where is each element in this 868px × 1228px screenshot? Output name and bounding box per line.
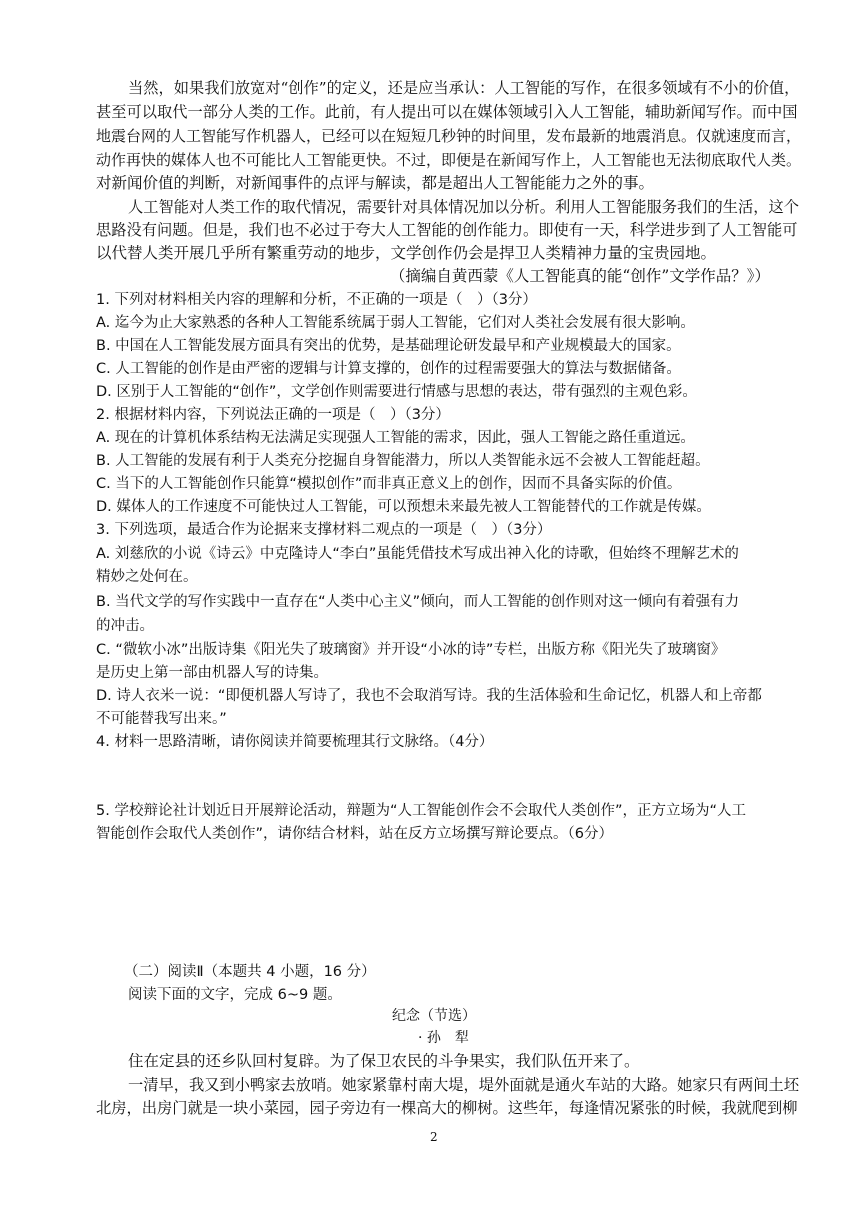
question-option: 精妙之处何在。 [96,569,198,585]
question-option: B. 人工智能的发展有利于人类充分挖掘自身智能潜力，所以人类智能永远不会被人工智能赶超。 [96,453,710,469]
story-author: · 孙 犁 [418,1030,469,1046]
question-option: 不可能替我写出来。” [96,711,227,727]
question-stem: 4. 材料一思路清晰，请你阅读并简要梳理其行文脉络。（4分） [96,734,494,750]
question-option: C. 当下的人工智能创作只能算“模拟创作”而非真正意义上的创作，因而不具备实际的价值。 [96,476,682,492]
question-option: D. 诗人衣米一说：“即便机器人写诗了，我也不会取消写诗。我的生活体验和生命记忆，机器人和上帝都 [96,688,762,704]
article-line: 地震台网的人工智能写作机器人，已经可以在短短几秒钟的时间里，发布最新的地震消息。仅就速度而言， [96,127,802,145]
article-source: （摘编自黄西蒙《人工智能真的能“创作”文学作品？》） [389,267,770,285]
question-option: D. 区别于人工智能的“创作”，文学创作则需要进行情感与思想的表达，带有强烈的主观色彩。 [96,384,697,400]
question-option: 的冲击。 [96,618,154,634]
question-option: C. 人工智能的创作是由严密的逻辑与计算支撑的，创作的过程需要强大的算法与数据储备。 [96,361,681,377]
article-line: 对新闻价值的判断，对新闻事件的点评与解读，都是超出人工智能能力之外的事。 [96,174,655,192]
story-line: 北房，出房门就是一块小菜园，园子旁边有一棵高大的柳树。这些年，每逢情况紧张的时候，我就爬到柳 [96,1099,798,1117]
question-option: C. “微软小冰”出版诗集《阳光失了玻璃窗》并开设“小冰的诗”专栏，出版方称《阳光失了玻璃窗》 [96,642,726,658]
article-line: 以代替人类开展几乎所有繁重劳动的地步，文学创作仍会是捍卫人类精神力量的宝贵园地。 [96,244,717,262]
article-line: 甚至可以取代一部分人类的工作。此前，有人提出可以在媒体领域引入人工智能，辅助新闻写作。而中国 [96,103,798,121]
article-line: 人工智能对人类工作的取代情况，需要针对具体情况加以分析。利用人工智能服务我们的生活，这个 [128,198,799,216]
question-stem: 智能创作会取代人类创作”，请你结合材料，站在反方立场撰写辩论要点。（6分） [96,826,613,842]
question-stem: 2. 根据材料内容，下列说法正确的一项是（ ）（3分） [96,407,450,423]
question-option: D. 媒体人的工作速度不可能快过人工智能，可以预想未来最先被人工智能替代的工作就是传媒。 [96,499,711,515]
section-instruction: 阅读下面的文字，完成 6~9 题。 [128,987,342,1003]
question-stem: 1. 下列对材料相关内容的理解和分析，不正确的一项是（ ）（3分） [96,292,537,308]
story-title: 纪念（节选） [392,1008,476,1024]
question-option: 是历史上第一部由机器人写的诗集。 [96,665,328,681]
question-option: B. 当代文学的写作实践中一直存在“人类中心主义”倾向，而人工智能的创作则对这一倾向有着强有力 [96,594,740,610]
question-option: A. 现在的计算机体系结构无法满足实现强人工智能的需求，因此，强人工智能之路任重道远。 [96,430,695,446]
story-line: 一清早，我又到小鸭家去放哨。她家紧靠村南大堤，堤外面就是通火车站的大路。她家只有两间土坯 [128,1076,799,1094]
article-line: 动作再快的媒体人也不可能比人工智能更快。不过，即便是在新闻写作上，人工智能也无法彻底取代人类。 [96,151,802,169]
section-title: （二）阅读Ⅱ（本题共 4 小题，16 分） [124,964,376,980]
article-line: 思路没有问题。但是，我们也不必过于夸大人工智能的创作能力。即使有一天，科学进步到了人工智能可 [96,221,798,239]
question-option: A. 刘慈欣的小说《诗云》中克隆诗人“李白”虽能凭借技术写成出神入化的诗歌，但始终不理解艺术的 [96,546,739,562]
question-option: B. 中国在人工智能发展方面具有突出的优势，是基础理论研发最早和产业规模最大的国家。 [96,338,681,354]
question-stem: 3. 下列选项，最适合作为论据来支撑材料二观点的一项是（ ）（3分） [96,522,552,538]
story-line: 住在定县的还乡队回村复辟。为了保卫农民的斗争果实，我们队伍开来了。 [128,1052,640,1070]
article-line: 当然，如果我们放宽对“创作”的定义，还是应当承认：人工智能的写作，在很多领域有不小的价值， [128,79,800,97]
page-number: 2 [430,1130,438,1144]
question-stem: 5. 学校辩论社计划近日开展辩论活动，辩题为“人工智能创作会不会取代人类创作”，正方立场为“人工 [96,803,746,819]
question-option: A. 迄今为止大家熟悉的各种人工智能系统属于弱人工智能，它们对人类社会发展有很大影响。 [96,315,695,331]
